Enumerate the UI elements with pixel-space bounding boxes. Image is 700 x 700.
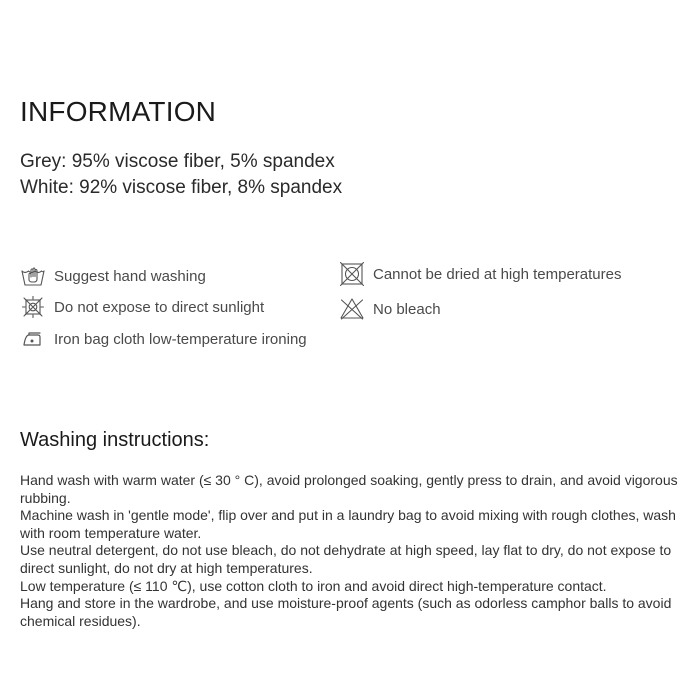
no-tumble-dry-icon [339,262,365,286]
care-label-no-bleach: No bleach [373,300,441,318]
care-label-no-sunlight: Do not expose to direct sunlight [54,298,265,316]
instruction-item: Low temperature (≤ 110 ℃), use cotton cloth to iron and avoid direct high-temperature contact. [20,577,607,594]
instruction-item: Hand wash with warm water (≤ 30 ° C), avoid prolonged soaking, gently press to drain, and avoid vigorous rubbing. [20,472,678,506]
page-title: INFORMATION [20,96,217,127]
washing-instructions-heading: Washing instructions: [20,429,210,451]
care-label-no-tumble-dry: Cannot be dried at high temperatures [373,265,622,283]
low-iron-icon [20,327,46,351]
care-label-low-iron: Iron bag cloth low-temperature ironing [54,330,307,348]
care-label-hand-wash: Suggest hand washing [54,267,206,285]
care-item-no-bleach [339,297,441,321]
fabric-composition-list [20,149,342,201]
composition-white: White: 92% viscose fiber, 8% spandex [20,177,343,198]
composition-grey: Grey: 95% viscose fiber, 5% spandex [20,151,335,172]
instruction-item: Hang and store in the wardrobe, and use moisture-proof agents (such as odorless camphor balls to avoid chemical residues). [20,595,672,629]
care-item-hand-wash [20,264,206,288]
care-item-no-sunlight [20,295,264,319]
instruction-item: Machine wash in 'gentle mode', flip over and put in a laundry bag to avoid mixing with rough clothes, wash with room temperature water. [20,507,676,541]
no-sunlight-icon [20,295,46,319]
washing-instructions-list [20,472,680,630]
instruction-item: Use neutral detergent, do not use bleach, do not dehydrate at high speed, lay flat to dry, do not expose to direct sunlight, do not dry at high temperatures. [20,542,672,576]
care-item-low-iron [20,327,307,351]
hand-wash-icon [20,264,46,288]
care-item-no-tumble-dry [339,262,622,286]
no-bleach-icon [339,297,365,321]
